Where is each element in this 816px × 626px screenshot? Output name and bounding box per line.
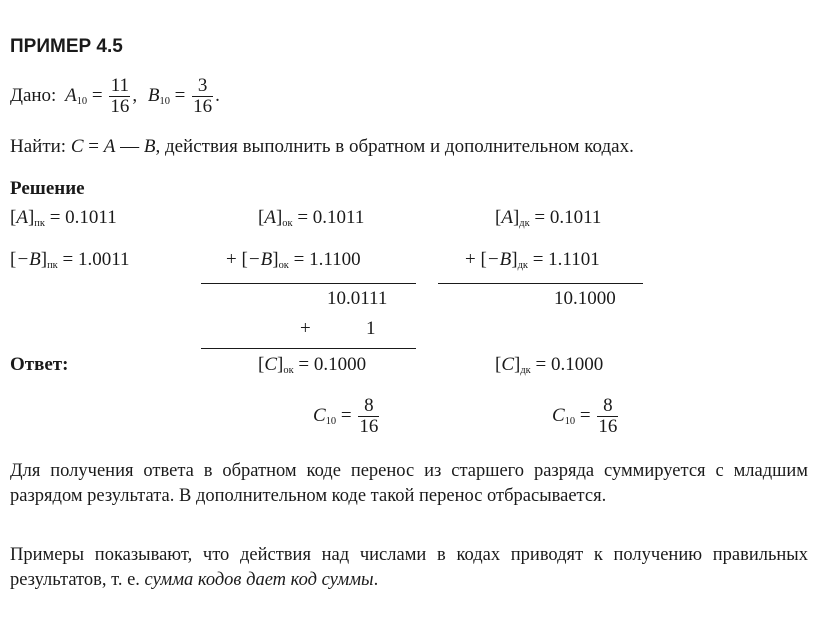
direct-b-value: 1.0011: [77, 249, 130, 270]
given-a-fraction: [109, 76, 130, 117]
direct-b-sub: пк: [47, 260, 58, 272]
ones-res-denominator: 16: [359, 415, 379, 437]
given-b-numerator: 3: [192, 76, 213, 97]
given-line: Дано: $A_{10}$ = $\frac{11}{16}$ , $B_{10}$ = $\frac{3}{16}$ .: [10, 75, 220, 117]
ones-a-var: A: [264, 207, 276, 228]
ones-res-var: C: [313, 404, 326, 426]
twos-res-denominator: 16: [598, 415, 618, 437]
given-separator: ,: [132, 84, 138, 106]
ones-result-row: $[C]_{ок} = 0.1000$: [258, 354, 367, 377]
twos-res-numerator: 8: [597, 396, 618, 417]
twos-b-sub: дк: [517, 260, 528, 272]
conclusion-paragraph: [10, 543, 808, 593]
ones-res-sub: 10: [325, 415, 337, 427]
given-b-sub: 10: [159, 95, 170, 107]
twos-b-value: 1.1101: [548, 249, 600, 270]
twos-decimal-row: $C_{10}$ = $\frac{8}{16}$: [552, 395, 618, 437]
twos-result-row: $[C]_{дк} = 0.1000$: [495, 354, 604, 377]
ones-a-row: $[A]_{ок} = 0.1011$: [258, 207, 365, 230]
direct-a-var: A: [16, 207, 28, 228]
ones-b-row: + $[-B]_{ок} = 1.1100$: [226, 249, 361, 272]
twos-c-var: C: [501, 354, 515, 375]
given-a-denominator: 16: [110, 95, 130, 117]
twos-res-sub: 10: [564, 415, 576, 427]
ones-res-numerator: 8: [358, 396, 379, 417]
find-line: Найти: C = A — B, действия выполнить в обратном и дополнительном кодах.: [10, 136, 634, 157]
find-b: B: [143, 136, 156, 157]
direct-b-var: −B: [16, 249, 41, 270]
ones-decimal-row: $C_{10}$ = $\frac{8}{16}$: [313, 395, 379, 437]
ones-a-value: 0.1011: [312, 207, 365, 228]
given-b-denominator: 16: [193, 95, 213, 117]
twos-a-var: A: [501, 207, 513, 228]
conclusion-end: .: [373, 570, 379, 590]
given-label: Дано:: [10, 84, 57, 106]
twos-a-value: 0.1011: [549, 207, 602, 228]
twos-a-sub: дк: [519, 218, 530, 230]
answer-label: Ответ:: [10, 354, 69, 375]
find-rest: , действия выполнить в обратном и дополнительном кодах.: [155, 136, 634, 157]
twos-res-fraction: [597, 396, 618, 437]
direct-b-row: $[-B]_{пк} = 1.0011$: [10, 249, 130, 272]
ones-carry-value: 1: [365, 318, 376, 339]
twos-c-sub: дк: [520, 365, 531, 377]
ones-a-sub: ок: [282, 218, 293, 230]
ones-b-value: 1.1100: [309, 249, 361, 270]
twos-sum-line: [438, 283, 643, 284]
given-b-fraction: [192, 76, 213, 117]
direct-a-value: 0.1011: [65, 207, 117, 228]
twos-res-var: C: [552, 404, 565, 426]
find-c: C: [70, 136, 84, 157]
twos-sum: 10.1000: [554, 288, 616, 309]
ones-sum: 10.0111: [327, 288, 388, 309]
solution-label: Решение: [10, 178, 85, 199]
direct-a-sub: пк: [34, 218, 45, 230]
ones-b-sub: ок: [278, 260, 289, 272]
ones-res-fraction: [358, 396, 379, 437]
twos-a-row: $[A]_{дк} = 0.1011$: [495, 207, 602, 230]
ones-carry-row: + 1: [300, 318, 376, 339]
ones-b-var: −B: [247, 249, 273, 270]
ones-sum-line: [201, 283, 416, 284]
twos-c-value: 0.1000: [550, 354, 604, 375]
find-a: A: [103, 136, 116, 157]
conclusion-text: Примеры показывают, что действия над числами в кодах приводят к получению правильных результатов, т. е.: [10, 545, 808, 590]
given-end: .: [215, 84, 220, 106]
ones-carry-line: [201, 348, 416, 349]
ones-c-sub: ок: [283, 365, 294, 377]
given-b-var: B: [147, 84, 160, 106]
direct-a-row: $[A]_{пк} = 0.1011$: [10, 207, 117, 230]
explanation-paragraph: Для получения ответа в обратном коде перенос из старшего разряда суммируется с младшим разрядом результата. В дополнительном коде такой перенос отбрасывается.: [10, 461, 808, 506]
example-title: ПРИМЕР 4.5: [10, 36, 123, 57]
find-label: Найти:: [10, 136, 67, 157]
ones-c-var: C: [264, 354, 278, 375]
given-a-numerator: 11: [110, 75, 129, 96]
ones-c-value: 0.1000: [313, 354, 367, 375]
twos-b-var: −B: [486, 249, 512, 270]
twos-b-row: + $[-B]_{дк} = 1.1101$: [465, 249, 600, 272]
conclusion-italic: сумма кодов дает код суммы: [144, 570, 374, 590]
given-a-var: A: [65, 84, 77, 106]
given-a-sub: 10: [76, 95, 88, 107]
